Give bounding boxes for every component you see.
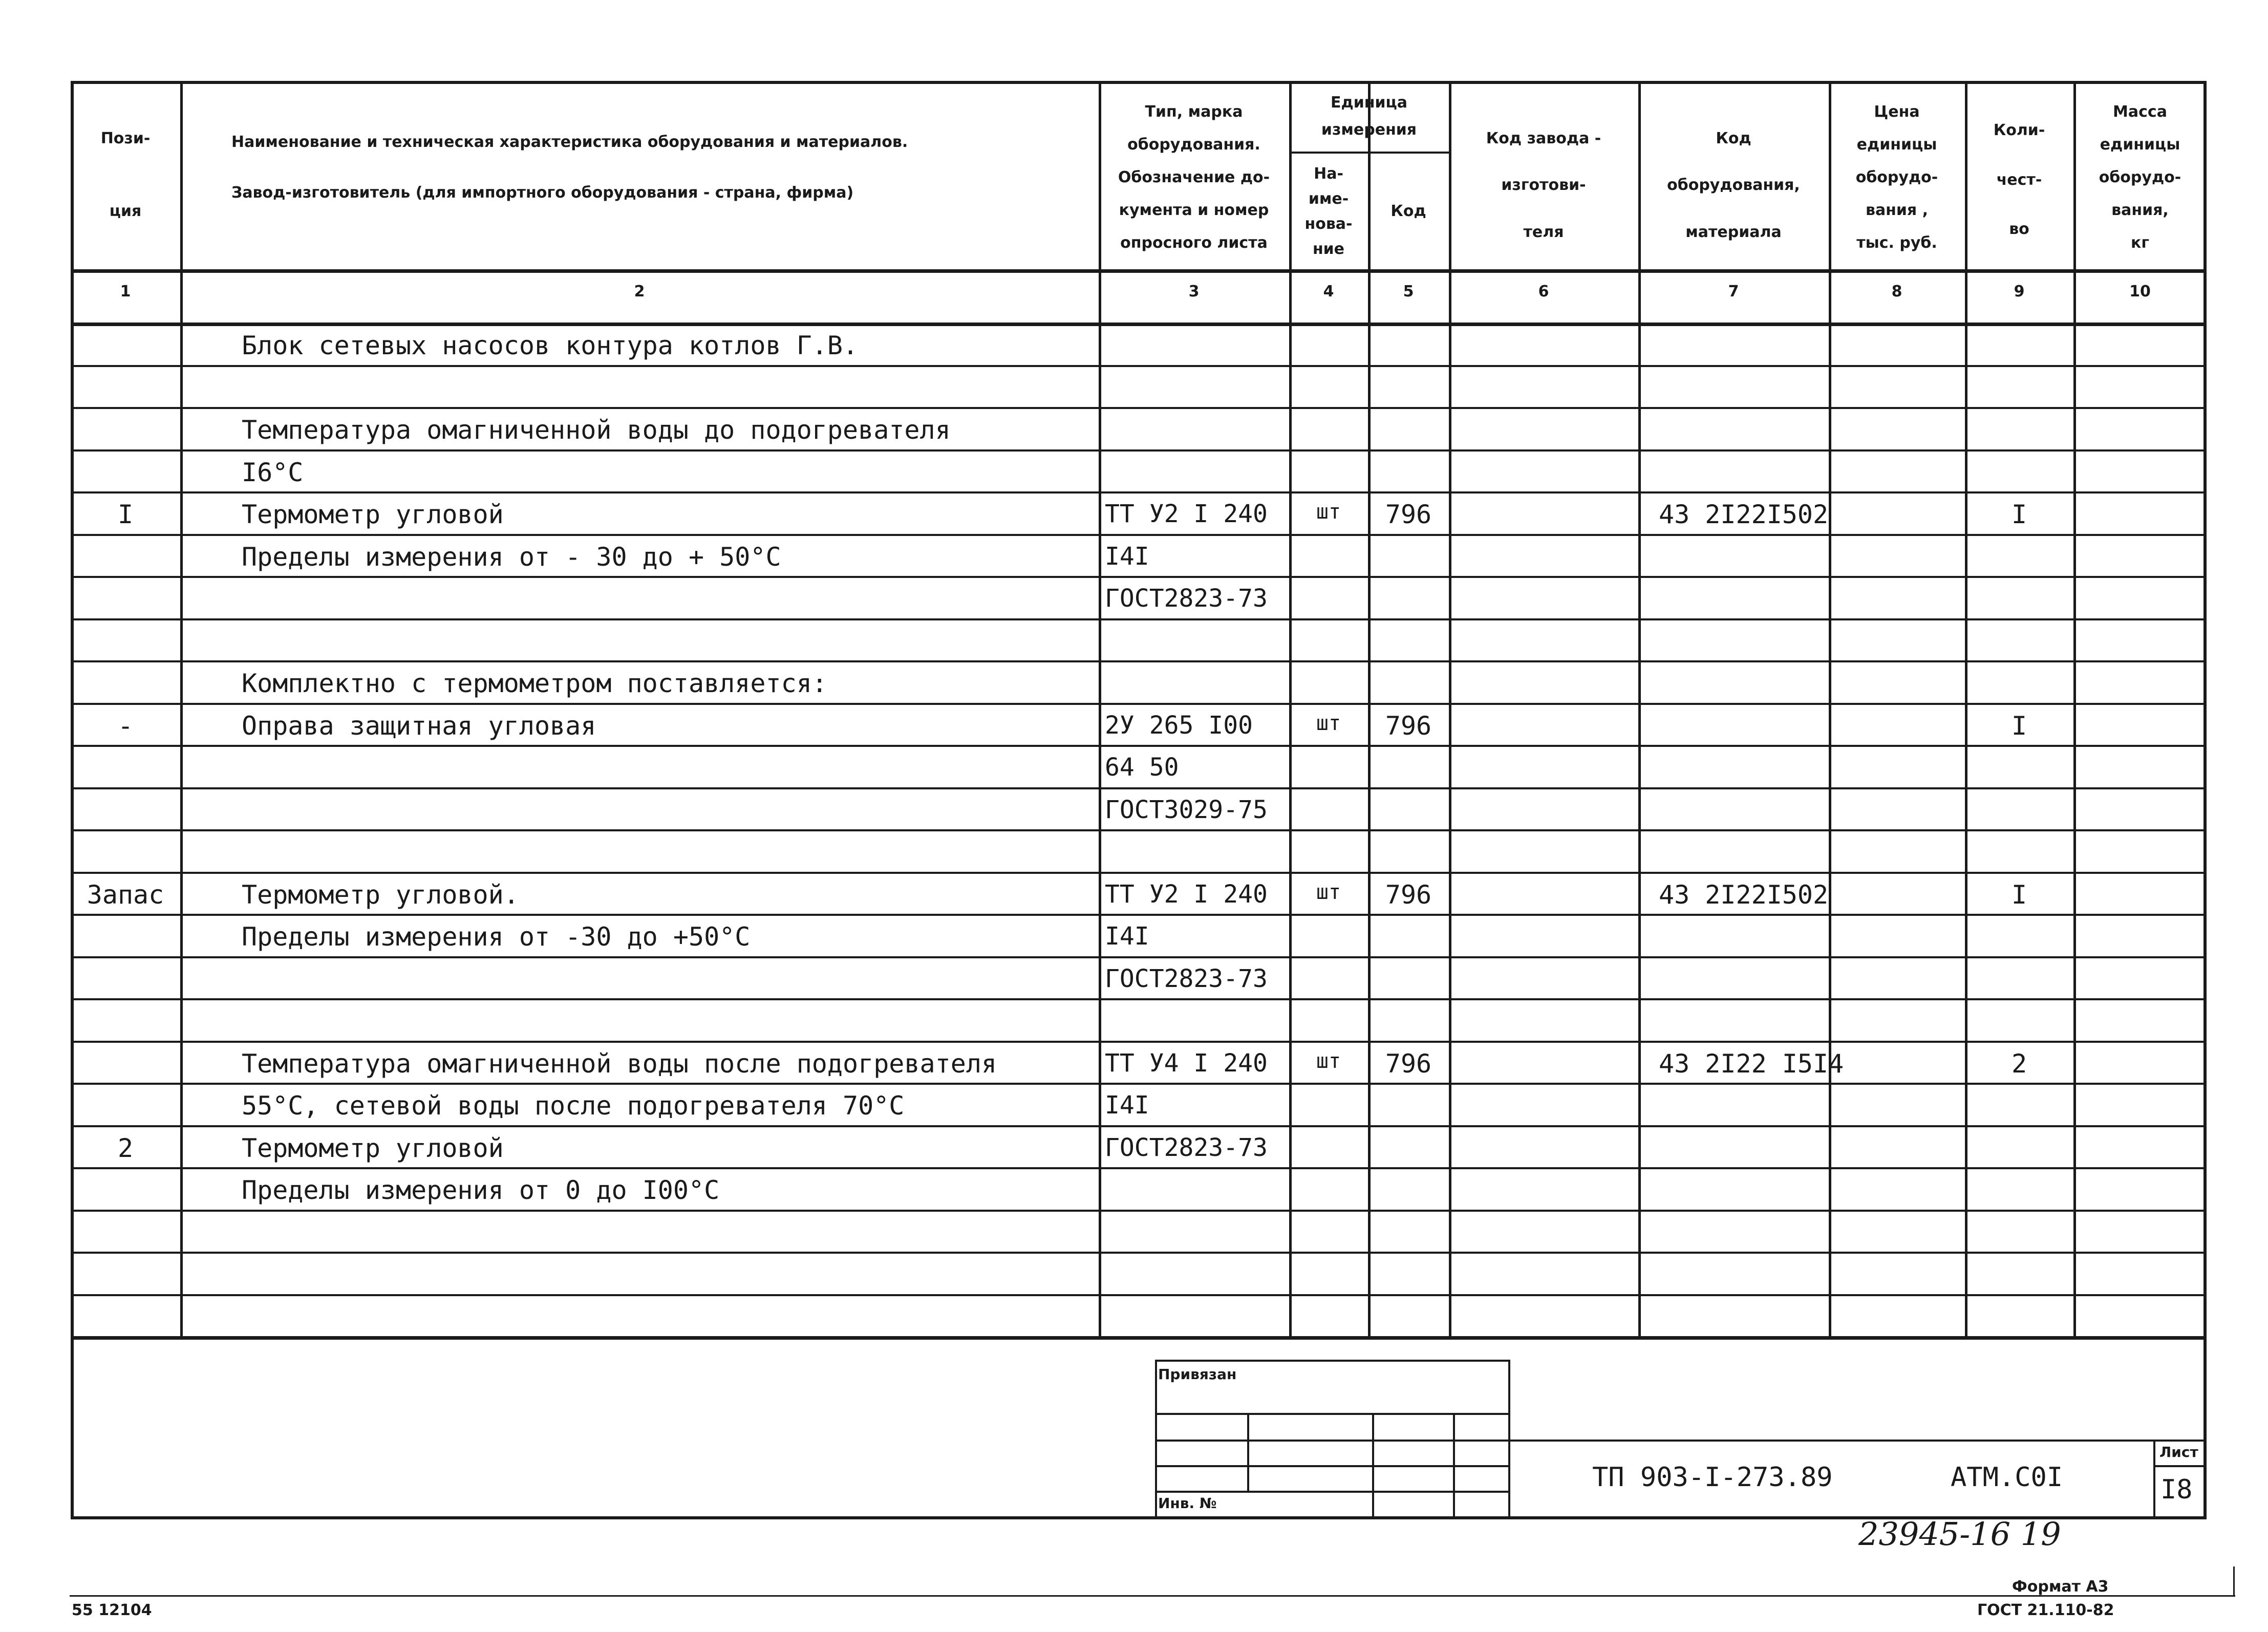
header-unit-name-line: На- <box>1314 164 1343 183</box>
stamp-line <box>1247 1413 1249 1491</box>
name-cell: Пределы измерения от - 30 до + 50°С <box>242 542 781 572</box>
row-divider <box>71 576 2207 578</box>
type-cell: ГОСТ3029-75 <box>1105 795 1268 824</box>
header-unit-mass-line: вания, <box>2111 201 2169 219</box>
row-divider <box>71 1041 2207 1043</box>
type-cell: I4I <box>1105 922 1149 951</box>
row-divider <box>71 1210 2207 1212</box>
attached-label: Привязан <box>1158 1366 1237 1383</box>
stamp-line <box>2153 1440 2155 1519</box>
row-divider <box>71 1252 2207 1254</box>
footer-tick <box>2233 1566 2235 1596</box>
row-divider <box>71 1336 2207 1340</box>
row-divider <box>71 618 2207 620</box>
sheet-number: I8 <box>2160 1474 2193 1505</box>
column-number: 9 <box>2014 283 2025 300</box>
unit-code-cell: 796 <box>1385 1048 1432 1079</box>
row-divider <box>71 872 2207 874</box>
header-quantity <box>1965 91 2073 269</box>
header-factory-code-line: теля <box>1523 223 1564 241</box>
quantity-cell: 2 <box>2011 1048 2027 1079</box>
column-number: 2 <box>634 283 645 300</box>
row-divider <box>71 914 2207 916</box>
header-name-line: Завод-изготовитель (для импортного оборудования - страна, фирма) <box>231 184 854 202</box>
header-unit-group-line: измерения <box>1321 121 1417 139</box>
name-cell: Оправа защитная угловая <box>242 711 596 741</box>
stamp-line <box>1453 1413 1455 1519</box>
header-type-line: оборудования. <box>1127 136 1260 154</box>
header-factory-code-line: изготови- <box>1501 176 1586 195</box>
name-cell: 55°С, сетевой воды после подогревателя 70°С <box>242 1091 905 1121</box>
column-number: 1 <box>120 283 131 300</box>
name-cell: Термометр угловой <box>242 1133 504 1163</box>
header-type-line: кумента и номер <box>1119 201 1269 219</box>
header-type-line: Тип, марка <box>1145 103 1243 121</box>
header-unit-price-line: вания , <box>1865 201 1929 219</box>
quantity-cell: I <box>2011 711 2027 741</box>
column-number: 8 <box>1891 283 1902 300</box>
name-cell: Пределы измерения от 0 до I00°С <box>242 1175 720 1205</box>
quantity-cell: I <box>2011 500 2027 529</box>
header-factory-code-line: Код завода - <box>1486 130 1601 148</box>
unit-name-cell: шт <box>1316 880 1341 904</box>
stamp-line <box>1155 1360 1508 1362</box>
header-type-line: опросного листа <box>1120 233 1268 252</box>
stamp-line <box>1372 1413 1374 1519</box>
column-number: 5 <box>1403 283 1414 300</box>
stamp-line <box>1508 1440 2207 1442</box>
header-position-line: ция <box>109 202 142 220</box>
equipment-code-cell: 43 2I22I502 <box>1659 500 1829 529</box>
name-cell: Пределы измерения от -30 до +50°С <box>242 922 751 952</box>
header-quantity-line: во <box>2009 220 2029 239</box>
header-unit-name-line: ние <box>1312 240 1345 259</box>
unit-name-cell: шт <box>1316 1049 1341 1073</box>
header-factory-code <box>1449 101 1638 269</box>
row-divider <box>71 829 2207 831</box>
header-equipment-code-line: оборудования, <box>1667 176 1800 195</box>
unit-name-cell: шт <box>1316 500 1341 524</box>
column-number: 10 <box>2129 283 2151 300</box>
number-row-bottom-line <box>71 323 2207 326</box>
type-cell: ТТ У4 I 240 <box>1105 1048 1268 1078</box>
header-unit-group <box>1289 81 1449 152</box>
header-unit-mass-line: Масса <box>2113 103 2167 121</box>
row-divider <box>71 1125 2207 1127</box>
stamp-line <box>2153 1465 2207 1467</box>
name-cell: Температура омагниченной воды после подогревателя <box>242 1048 997 1079</box>
stamp-line <box>1155 1440 1508 1442</box>
unit-code-cell: 796 <box>1385 879 1432 910</box>
quantity-cell: I <box>2011 879 2027 910</box>
header-unit-name <box>1289 154 1368 269</box>
header-unit-price-line: тыс. руб. <box>1856 233 1937 252</box>
handwritten-number: 23945-16 19 <box>1858 1515 2061 1553</box>
row-divider <box>71 534 2207 536</box>
drawing-mark: АТМ.С0I <box>1951 1462 2063 1493</box>
header-name-line: Наименование и техническая характеристика оборудования и материалов. <box>231 133 908 151</box>
row-divider <box>71 787 2207 789</box>
column-number: 3 <box>1188 283 1200 300</box>
row-divider <box>71 703 2207 705</box>
header-unit-price-line: Цена <box>1874 103 1920 121</box>
unit-code-cell: 796 <box>1385 711 1432 741</box>
position-cell: Запас <box>87 879 164 910</box>
column-number: 4 <box>1323 283 1334 300</box>
row-divider <box>71 1083 2207 1085</box>
header-unit-mass-line: оборудо- <box>2099 168 2181 187</box>
header-equipment-code-line: Код <box>1716 130 1751 148</box>
name-cell: Блок сетевых насосов контура котлов Г.В. <box>242 331 859 360</box>
position-cell: I <box>117 500 134 529</box>
name-cell: Комплектно с термометром поставляется: <box>242 669 827 698</box>
header-unit-mass <box>2073 86 2207 269</box>
header-unit-mass-line: кг <box>2130 233 2150 252</box>
row-divider <box>71 407 2207 409</box>
equipment-code-cell: 43 2I22I502 <box>1659 879 1829 910</box>
type-cell: ТТ У2 I 240 <box>1105 500 1268 528</box>
type-cell: I4I <box>1105 542 1149 571</box>
name-cell: Температура омагниченной воды до подогревателя <box>242 415 951 445</box>
footer-left-code: 55 12104 <box>72 1601 152 1619</box>
header-unit-name-line: име- <box>1308 189 1349 208</box>
header-unit-price-line: единицы <box>1856 136 1937 154</box>
header-unit-code <box>1368 154 1449 269</box>
type-cell: 64 50 <box>1105 753 1179 782</box>
header-type <box>1099 86 1289 269</box>
row-divider <box>71 491 2207 493</box>
row-divider <box>71 1167 2207 1169</box>
row-divider <box>71 745 2207 747</box>
type-cell: ГОСТ2823-73 <box>1105 584 1268 613</box>
inventory-number-label: Инв. № <box>1158 1495 1217 1512</box>
document-code: ТП 903-I-273.89 <box>1592 1462 1833 1493</box>
position-cell: 2 <box>117 1133 134 1163</box>
stamp-line <box>1155 1491 1508 1493</box>
name-cell: I6°С <box>242 457 304 487</box>
column-number: 7 <box>1728 283 1739 300</box>
header-type-line: Обозначение до- <box>1118 168 1270 187</box>
header-equipment-code <box>1638 101 1829 269</box>
type-cell: ТТ У2 I 240 <box>1105 879 1268 909</box>
row-divider <box>71 660 2207 662</box>
type-cell: ГОСТ2823-73 <box>1105 964 1268 993</box>
header-unit-mass-line: единицы <box>2100 136 2180 154</box>
row-divider <box>71 449 2207 452</box>
header-unit-group-line: Единица <box>1331 93 1407 112</box>
column-number: 6 <box>1538 283 1549 300</box>
row-divider <box>71 998 2207 1000</box>
header-unit-name-line: нова- <box>1304 215 1353 233</box>
row-divider <box>71 365 2207 367</box>
type-cell: ГОСТ2823-73 <box>1105 1133 1268 1162</box>
header-quantity-line: Коли- <box>1993 121 2045 139</box>
type-cell: 2У 265 I00 <box>1105 711 1253 740</box>
header-unit-price-line: оборудо- <box>1855 168 1938 187</box>
format-label: Формат А3 <box>2012 1578 2109 1596</box>
header-position-line: Пози- <box>100 130 151 148</box>
row-divider <box>71 1294 2207 1296</box>
sheet-label: Лист <box>2159 1444 2198 1461</box>
header-unit-price <box>1829 86 1965 269</box>
header-bottom-line <box>71 269 2207 273</box>
stamp-line <box>1155 1465 1508 1467</box>
name-cell: Термометр угловой <box>242 500 504 529</box>
stamp-line <box>1155 1413 1508 1415</box>
header-unit-code-line: Код <box>1390 202 1426 221</box>
header-equipment-code-line: материала <box>1685 223 1782 241</box>
unit-name-cell: шт <box>1316 711 1341 735</box>
name-cell: Термометр угловой. <box>242 879 519 910</box>
header-quantity-line: чест- <box>1996 170 2042 189</box>
footer-line <box>70 1595 2235 1597</box>
position-cell: - <box>117 711 134 741</box>
type-cell: I4I <box>1105 1091 1149 1120</box>
gost-label: ГОСТ 21.110-82 <box>1977 1601 2114 1619</box>
equipment-code-cell: 43 2I22 I5I4 <box>1659 1048 1844 1079</box>
row-divider <box>71 956 2207 958</box>
header-name <box>180 101 1099 233</box>
unit-code-cell: 796 <box>1385 500 1432 529</box>
header-position <box>71 81 180 269</box>
